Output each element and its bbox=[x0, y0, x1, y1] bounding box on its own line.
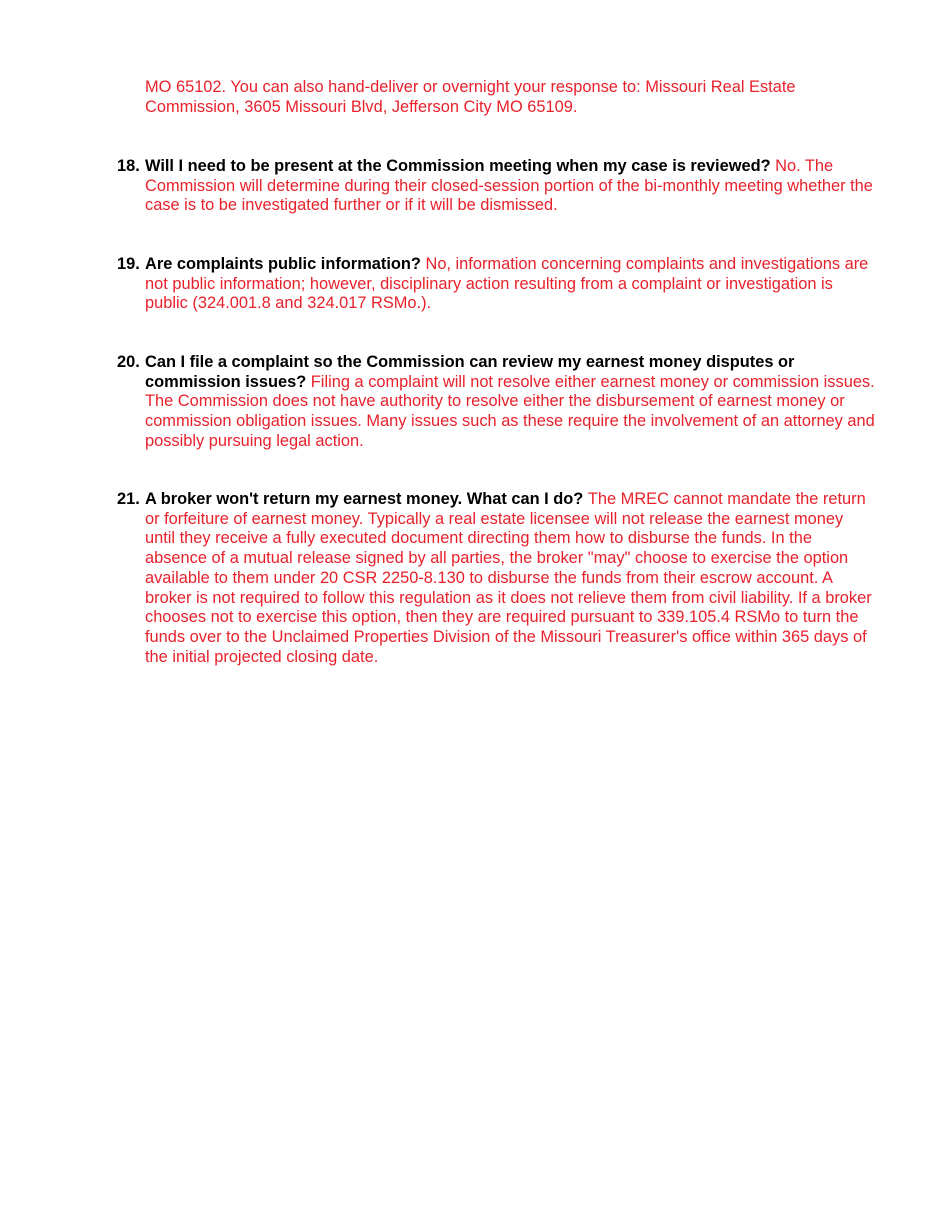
continuation-paragraph: MO 65102. You can also hand-deliver or overnight your response to: Missouri Real Estate Commission, 3605 Missouri Blvd, Jefferson City MO 65109. bbox=[145, 78, 796, 116]
faq-body bbox=[145, 490, 877, 667]
faq-question: Will I need to be present at the Commission meeting when my case is reviewed? bbox=[145, 157, 776, 175]
faq-item bbox=[117, 157, 877, 216]
faq-answer: Filing a complaint will not resolve either earnest money or commission issues. The Commission does not have authority to resolve either the disbursement of earnest money or commission obligation issues. Many issues such as these require the involvement of an attorney and possibly pursuing legal action. bbox=[145, 372, 875, 450]
faq-answer: No. The Commission will determine during their closed-session portion of the bi-monthly meeting whether the case is to be investigated further or if it will be dismissed. bbox=[145, 157, 873, 215]
faq-item bbox=[117, 255, 877, 314]
faq-item bbox=[117, 490, 877, 667]
faq-question: Are complaints public information? bbox=[145, 255, 426, 273]
faq-body bbox=[145, 353, 877, 452]
faq-item bbox=[117, 353, 877, 452]
faq-answer: No, information concerning complaints and investigations are not public information; however, disciplinary action resulting from a complaint or investigation is public (324.001.8 and 324.017 RSMo.). bbox=[145, 255, 869, 313]
faq-body bbox=[145, 255, 877, 314]
faq-question: Can I file a complaint so the Commission can review my earnest money disputes or commission issues? bbox=[145, 353, 795, 391]
faq-number: 21. bbox=[117, 490, 140, 508]
faq-body bbox=[145, 157, 877, 216]
faq-number: 20. bbox=[117, 353, 140, 371]
faq-number: 18. bbox=[117, 157, 140, 175]
faq-question: A broker won't return my earnest money. What can I do? bbox=[145, 490, 588, 508]
faq-answer: The MREC cannot mandate the return or forfeiture of earnest money. Typically a real estate licensee will not release the earnest money until they receive a fully executed document directing them how to disburse the funds. In the absence of a mutual release signed by all parties, the broker "may" choose to exercise the option available to them under 20 CSR 2250-8.130 to disburse the funds from their escrow account. A broker is not required to follow this regulation as it does not relieve them from civil liability. If a broker chooses not to exercise this option, then they are required pursuant to 339.105.4 RSMo to turn the funds over to the Unclaimed Properties Division of the Missouri Treasurer's office within 365 days of the initial projected closing date. bbox=[145, 490, 872, 666]
faq-number: 19. bbox=[117, 255, 140, 273]
